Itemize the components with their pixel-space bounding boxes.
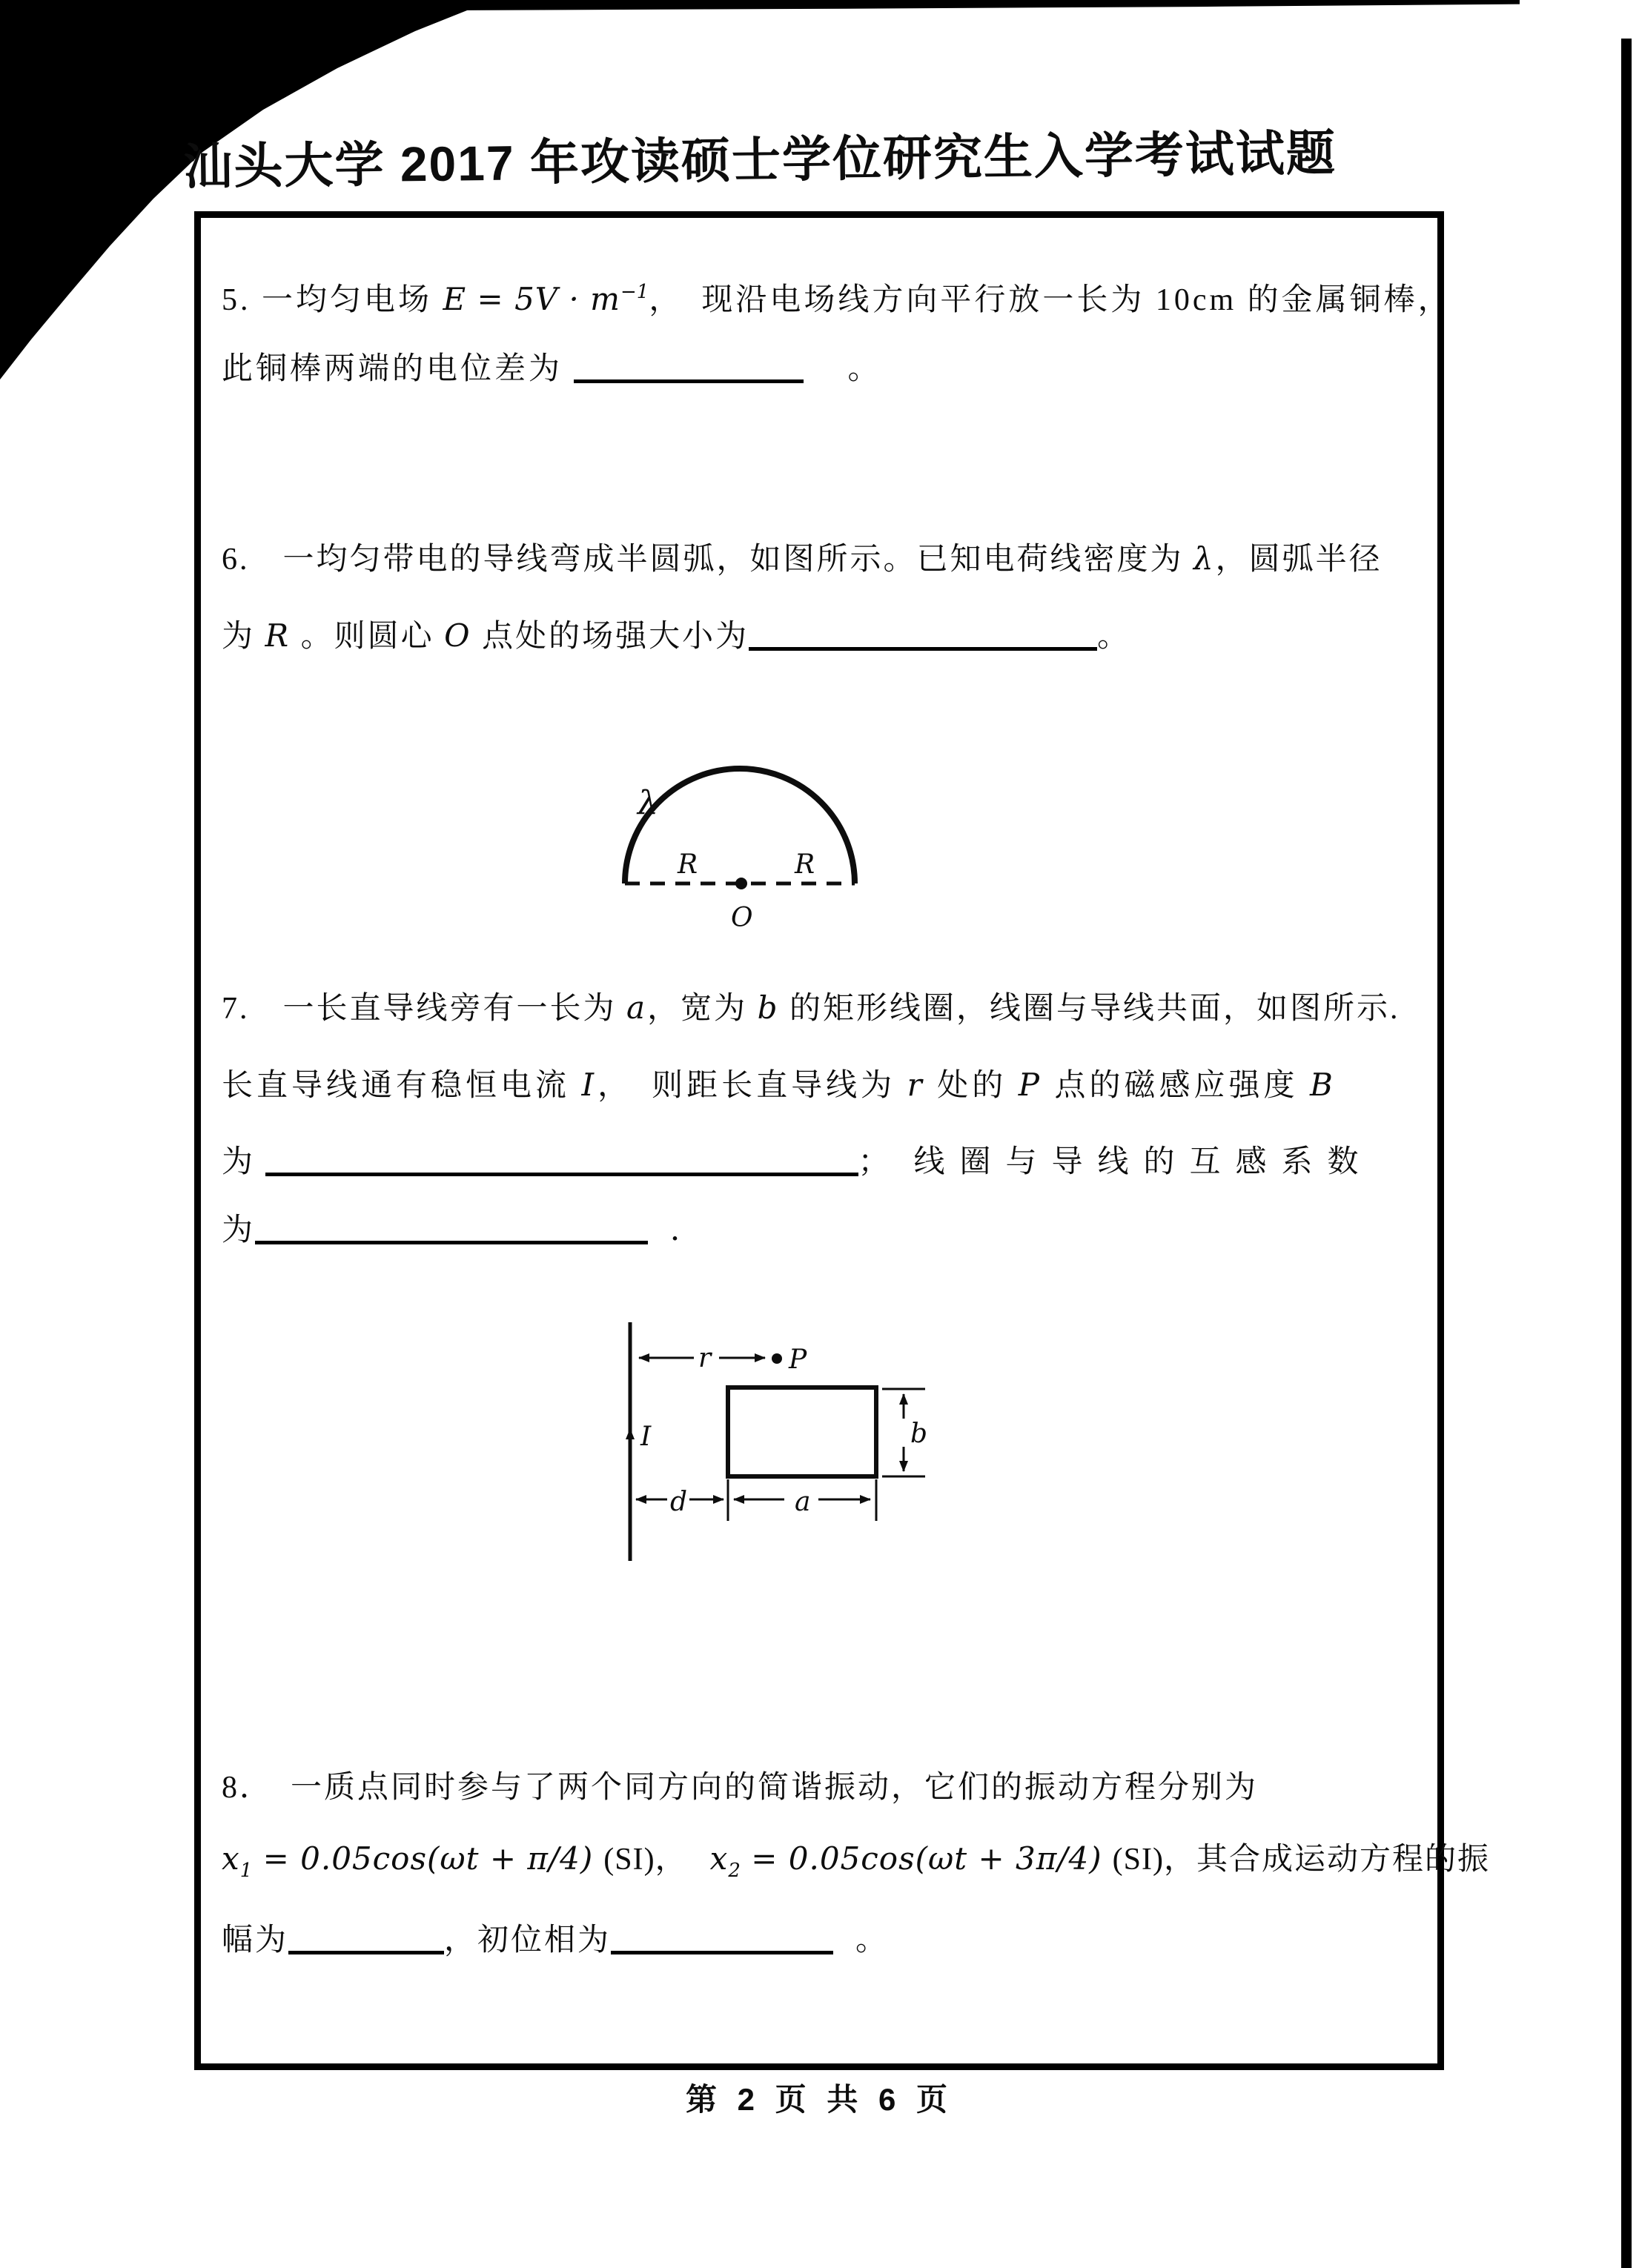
q7-answer-blank-B: [265, 1143, 858, 1176]
q6-answer-blank: [749, 617, 1097, 651]
q7-text-1a: 7. 一长直导线旁有一长为: [222, 992, 627, 1026]
page-title: 汕头大学 2017 年攻读硕士学位研究生入学考试试题: [183, 125, 1337, 195]
q7-var-P: P: [1018, 1067, 1043, 1103]
q8-formula-x1: $x_1 = 0.05\cos(\omega t + \pi/4)$: [222, 1840, 594, 1882]
question-box: [194, 211, 1490, 2070]
r-label: r: [698, 1343, 712, 1373]
q7-var-r: r: [907, 1067, 926, 1103]
q7-text-1c: 的矩形线圈，线圈与导线共面，如图所示.: [779, 992, 1400, 1026]
semicircle-figure: [609, 756, 906, 945]
q8-si-1: (SI): [603, 1843, 655, 1877]
q8-text-3a: 幅为: [222, 1923, 289, 1957]
lambda-label: λ: [638, 784, 658, 822]
q7-text-3a: 为: [222, 1145, 265, 1179]
question-5-line-1: [222, 271, 1452, 321]
q5-period: 。: [847, 352, 882, 386]
q8-phase-blank: [611, 1921, 833, 1954]
question-7-line-1: [222, 987, 1400, 1029]
q5-formula-E: $E = 5V \cdot m^{-1}$: [443, 281, 649, 317]
q6-var-O: O: [444, 617, 472, 654]
q7-period: ．: [670, 1213, 704, 1247]
q7-var-a: a: [626, 989, 648, 1026]
q7-var-b: b: [757, 989, 780, 1026]
q5-text-pre: 5. 一均匀电场: [222, 283, 443, 317]
q7-text-4a: 为: [222, 1213, 256, 1247]
current-label: I: [640, 1422, 652, 1452]
point-P-dot: [772, 1353, 782, 1364]
q6-text-2a: 为: [222, 620, 265, 654]
question-5-line-2: [222, 348, 882, 390]
q8-text-1: 8． 一质点同时参与了两个同方向的简谐振动，它们的振动方程分别为: [222, 1771, 1259, 1805]
question-6-line-1: [222, 538, 1383, 580]
q8-amplitude-blank: [288, 1921, 444, 1954]
radius-label-left: R: [678, 849, 698, 880]
q6-text-2c: 点处的场强大小为: [471, 620, 749, 654]
q6-text-post: ，圆弧半径: [1215, 543, 1383, 577]
question-8-line-3: [222, 1920, 889, 1961]
question-8-line-1: [222, 1767, 1258, 1808]
q7-var-B: B: [1310, 1067, 1337, 1103]
q7-answer-blank-M: [255, 1211, 648, 1244]
scan-artifact-top-strip: [445, 0, 1520, 10]
q5-answer-blank: [574, 350, 804, 383]
q7-semicolon: ；: [858, 1145, 892, 1179]
q7-text-2a: 长直导线通有稳恒电流: [222, 1069, 582, 1103]
q8-text-3b: ，初位相为: [444, 1923, 612, 1957]
a-label: a: [795, 1487, 811, 1517]
q7-text-2c: 处的: [925, 1069, 1019, 1103]
q6-var-R: R: [265, 617, 291, 654]
q8-comma: ，: [655, 1843, 688, 1877]
question-7-line-3: [222, 1141, 1374, 1183]
center-label: O: [731, 903, 753, 933]
q7-text-3b: 线圈与导线的互感系数: [913, 1145, 1374, 1179]
radius-label-right: R: [795, 849, 815, 880]
q6-period: 。: [1097, 620, 1131, 654]
question-6-line-2: [222, 615, 1130, 657]
q7-text-1b: ，宽为: [647, 992, 758, 1026]
wire-coil-figure: [593, 1319, 964, 1564]
q5-text-post: ， 现沿电场线方向平行放一长为 10cm 的金属铜棒，: [649, 283, 1452, 317]
question-7-line-4: [222, 1210, 703, 1251]
q6-text-pre: 6. 一均匀带电的导线弯成半圆弧，如图所示。已知电荷线密度为: [222, 543, 1194, 577]
q7-text-2b: ， 则距长直导线为: [597, 1069, 907, 1103]
scan-artifact-right-edge: [1621, 39, 1632, 2268]
q8-text-2-end: ，其合成运动方程的振: [1163, 1843, 1490, 1877]
b-label: b: [910, 1419, 928, 1449]
q8-period: 。: [855, 1923, 890, 1957]
point-P-label: P: [789, 1344, 807, 1375]
q8-formula-x2: $x_2 = 0.05\cos(\omega t + 3\pi/4)$: [709, 1840, 1102, 1882]
rectangular-coil: [728, 1387, 876, 1476]
d-label: d: [670, 1487, 688, 1517]
center-point: [735, 878, 747, 889]
q6-var-lambda: λ: [1193, 540, 1216, 577]
question-8-line-2: [222, 1838, 1490, 1891]
page-footer: 第 2 页 共 6 页: [685, 2082, 954, 2117]
q6-text-2b: 。则圆心: [291, 620, 445, 654]
q5-text-2: 此铜棒两端的电位差为: [222, 352, 574, 386]
q8-si-2: (SI): [1112, 1843, 1164, 1877]
question-7-line-2: [222, 1064, 1337, 1107]
q7-var-I: I: [581, 1067, 598, 1103]
semicircle-arc: [625, 769, 855, 883]
q7-text-2d: 点的磁感应强度: [1042, 1069, 1310, 1103]
